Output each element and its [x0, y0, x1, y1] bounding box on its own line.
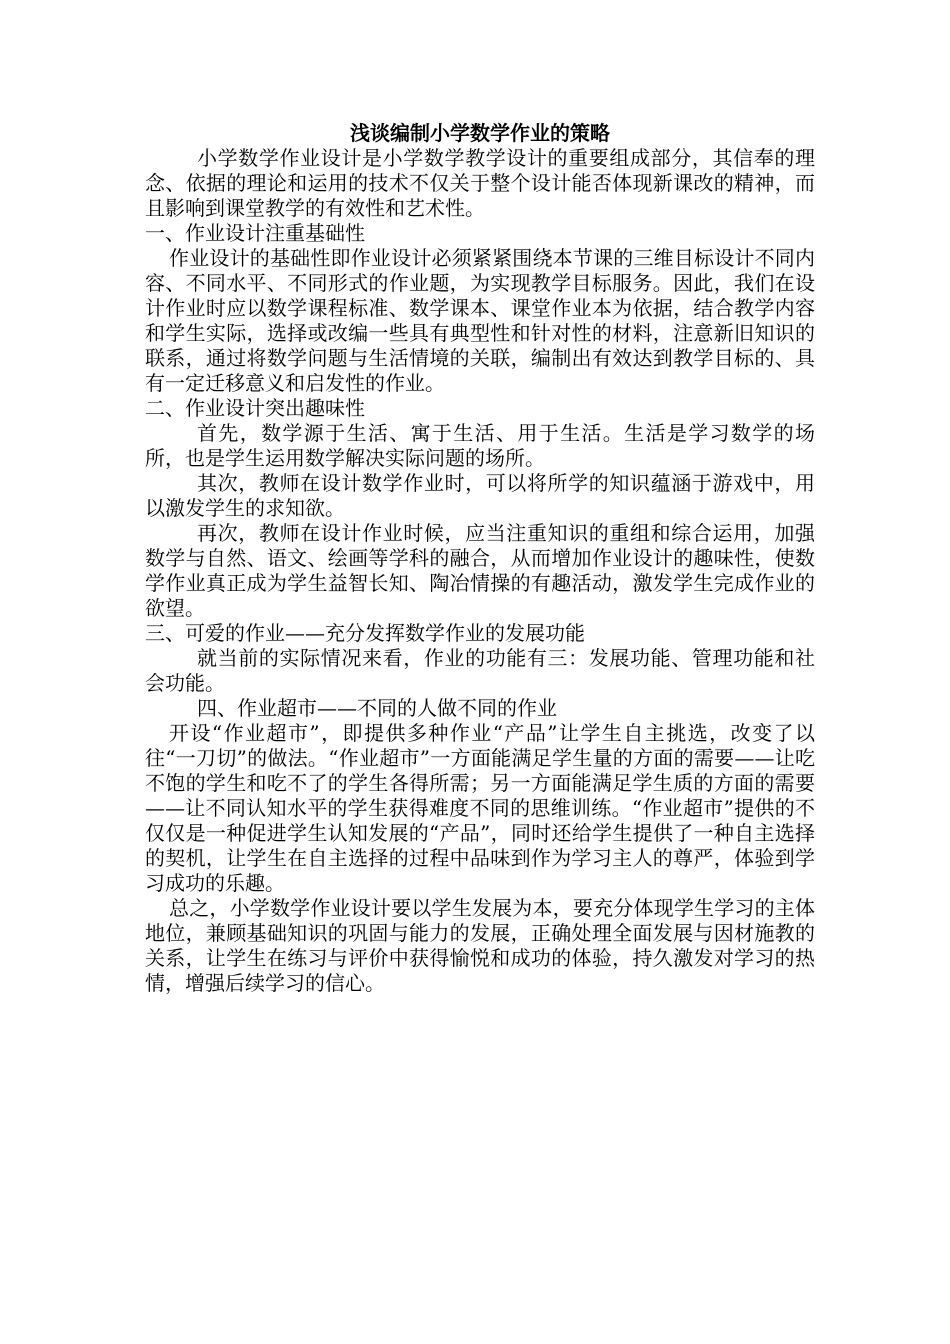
- section-2-paragraph-1: 首先，数学源于生活、寓于生活、用于生活。生活是学习数学的场所，也是学生运用数学解决实际问题的场所。: [145, 421, 815, 470]
- section-1-paragraph: 作业设计的基础性即作业设计必须紧紧围绕本节课的三维目标设计不同内容、不同水平、不同形式的作业题，为实现教学目标服务。因此，我们在设计作业时应以数学课程标准、数学课本、课堂作业本为依据，结合教学内容和学生实际，选择或改编一些具有典型性和针对性的材料，注意新旧知识的联系，通过将数学问题与生活情境的关联，编制出有效达到教学目标的、具有一定迁移意义和启发性的作业。: [145, 246, 815, 395]
- conclusion-paragraph: 总之，小学数学作业设计要以学生发展为本，要充分体现学生学习的主体地位，兼顾基础知识的巩固与能力的发展，正确处理全面发展与因材施教的关系，让学生在练习与评价中获得愉悦和成功的体验，持久激发对学习的热情，增强后续学习的信心。: [145, 896, 815, 995]
- section-heading-2: 二、作业设计突出趣味性: [145, 396, 365, 420]
- section-2-paragraph-2: 其次，教师在设计数学作业时，可以将所学的知识蕴涵于游戏中，用以激发学生的求知欲。: [145, 471, 815, 520]
- intro-paragraph: 小学数学作业设计是小学数学教学设计的重要组成部分，其信奉的理念、依据的理论和运用的技术不仅关于整个设计能否体现新课改的精神，而且影响到课堂教学的有效性和艺术性。: [145, 146, 815, 220]
- document-title: 浅谈编制小学数学作业的策略: [350, 121, 610, 145]
- section-2-paragraph-3: 再次，教师在设计作业时候，应当注重知识的重组和综合运用，加强数学与自然、语文、绘画等学科的融合，从而增加作业设计的趣味性，使数学作业真正成为学生益智长知、陶冶情操的有趣活动，激发学生完成作业的欲望。: [145, 521, 815, 620]
- section-heading-4: 四、作业超市——不同的人做不同的作业: [197, 696, 557, 720]
- section-heading-1: 一、作业设计注重基础性: [145, 221, 365, 245]
- document-body: [145, 120, 815, 996]
- section-heading-3: 三、可爱的作业——充分发挥数学作业的发展功能: [145, 621, 585, 645]
- section-3-paragraph: 就当前的实际情况来看，作业的功能有三：发展功能、管理功能和社会功能。: [145, 646, 815, 695]
- section-4-paragraph: 开设“作业超市”，即提供多种作业“产品”让学生自主挑选，改变了以往“一刀切”的做法。“作业超市”一方面能满足学生量的方面的需要——让吃不饱的学生和吃不了的学生各得所需；另一方面能满足学生质的方面的需要——让不同认知水平的学生获得难度不同的思维训练。“作业超市”提供的不仅仅是一种促进学生认知发展的“产品”，同时还给学生提供了一种自主选择的契机，让学生在自主选择的过程中品味到作为学习主人的尊严，体验到学习成功的乐趣。: [145, 721, 815, 895]
